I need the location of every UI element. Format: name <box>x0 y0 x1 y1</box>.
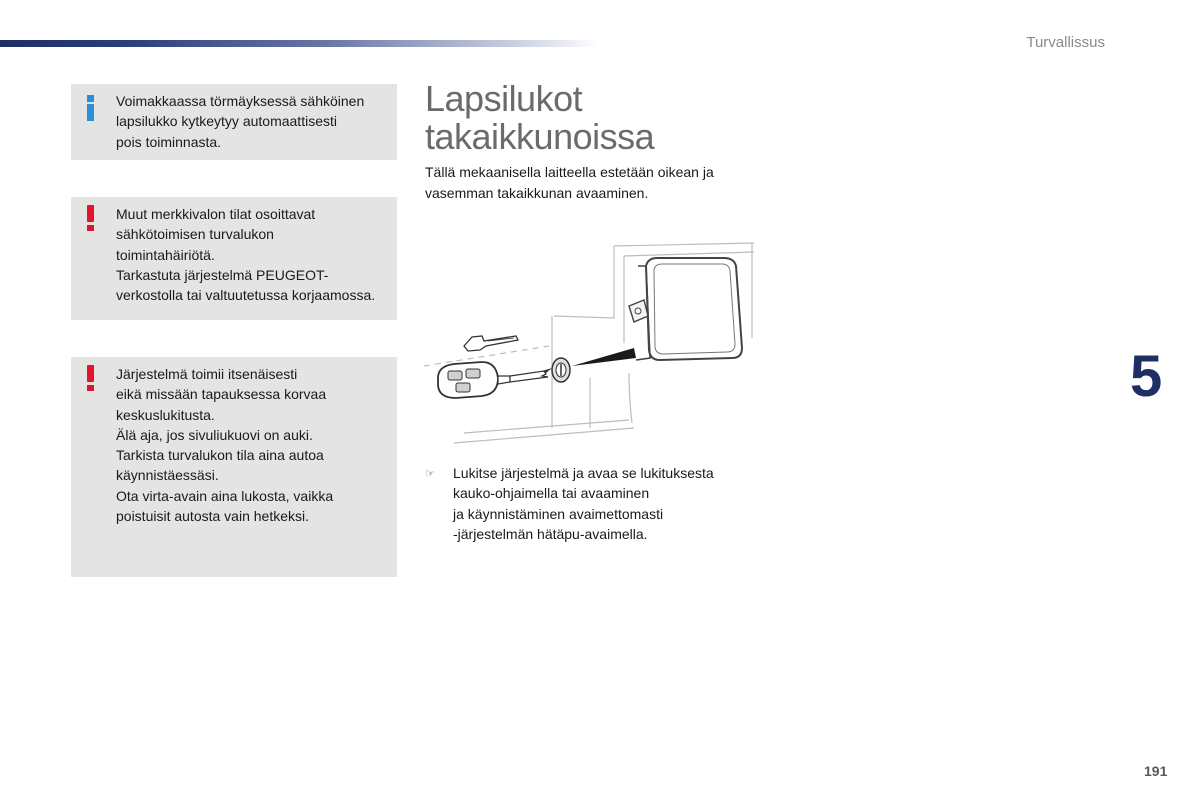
note-line: Tarkista turvalukon tila aina autoa <box>116 447 324 464</box>
instruction-line: -järjestelmän hätäpu-avaimella. <box>453 525 648 542</box>
note-line: lapsilukko kytkeytyy automaattisesti <box>116 113 337 130</box>
note-line: Järjestelmä toimii itsenäisesti <box>116 366 298 382</box>
section-title: Turvallissus <box>1026 34 1105 51</box>
instruction-step <box>425 463 765 544</box>
note-line: toimintahäiriötä. <box>116 246 215 263</box>
title-line: takaikkunoissa <box>425 116 655 157</box>
intro-paragraph <box>425 162 765 204</box>
rear-window-child-lock-key-illustration <box>424 238 764 453</box>
warning-note <box>71 357 397 577</box>
intro-line: vasemman takaikkunan avaaminen. <box>425 185 649 201</box>
note-line: verkostolla tai valtuutetussa korjaamossa. <box>116 287 376 304</box>
page-title <box>425 80 654 156</box>
note-line: sähkötoimisen turvalukon <box>116 226 274 243</box>
note-line: pois toiminnasta. <box>116 133 222 150</box>
note-line: eikä missään tapauksessa korvaa <box>116 386 327 403</box>
warning-icon <box>87 205 95 231</box>
note-line: Älä aja, jos sivuliukuovi on auki. <box>116 426 313 443</box>
note-line: käynnistäessäsi. <box>116 467 219 484</box>
warning-note <box>71 197 397 320</box>
instruction-line: Lukitse järjestelmä ja avaa se lukituksesta <box>453 465 714 481</box>
pointing-hand-icon: ☞ <box>425 467 435 480</box>
info-note <box>71 84 397 160</box>
instruction-line: ja käynnistäminen avaimettomasti <box>453 505 664 522</box>
chapter-number: 5 <box>1130 344 1163 409</box>
note-line: Tarkastuta järjestelmä PEUGEOT- <box>116 266 329 283</box>
note-line: Muut merkkivalon tilat osoittavat <box>116 206 316 222</box>
intro-line: Tällä mekaanisella laitteella estetään oikean ja <box>425 164 714 180</box>
note-line: Voimakkaassa törmäyksessä sähköinen <box>116 93 365 109</box>
page-number: 191 <box>1144 763 1168 779</box>
note-line: Ota virta-avain aina lukosta, vaikka <box>116 487 334 504</box>
info-icon <box>86 95 95 122</box>
note-line: keskuslukitusta. <box>116 406 215 423</box>
instruction-line: kauko-ohjaimella tai avaaminen <box>453 485 650 502</box>
header-gradient-bar <box>0 40 600 47</box>
title-line: Lapsilukot <box>425 78 583 119</box>
warning-icon <box>87 365 95 391</box>
note-line: poistuisit autosta vain hetkeksi. <box>116 508 309 525</box>
